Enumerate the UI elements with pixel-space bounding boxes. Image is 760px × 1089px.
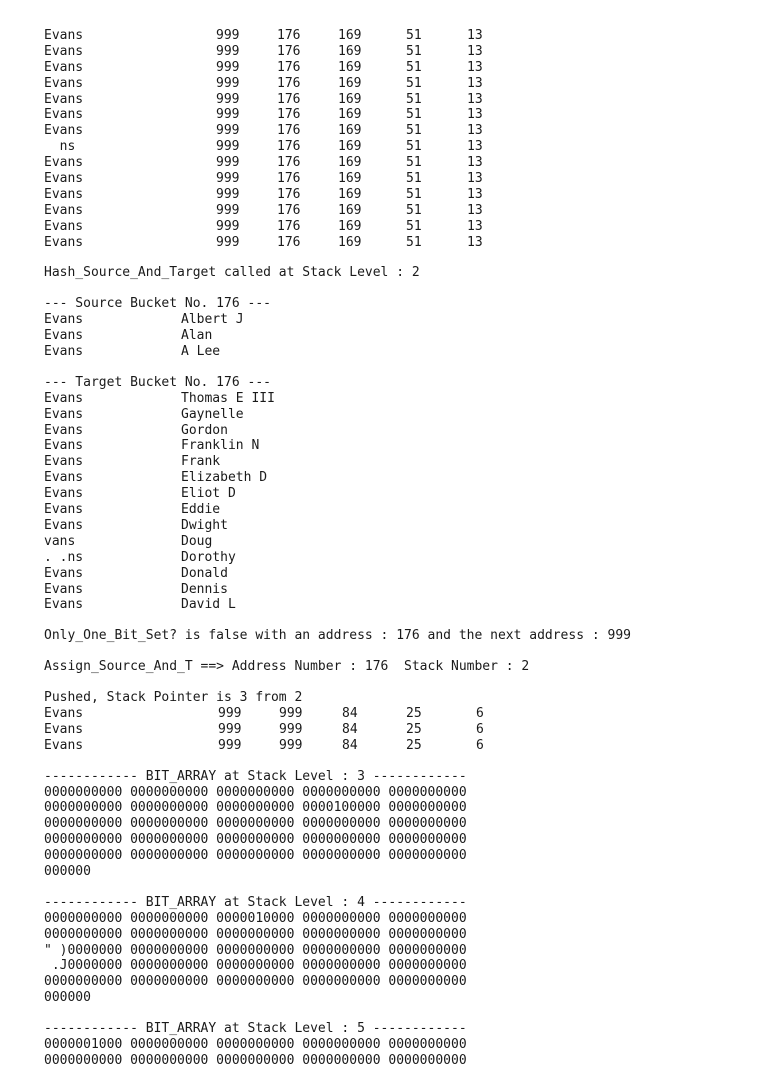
first-name: Eliot D bbox=[181, 486, 236, 502]
list-item bbox=[0, 518, 760, 534]
last-name: Evans bbox=[44, 438, 84, 454]
row-col-3: 169 bbox=[338, 234, 362, 250]
row-col-4: 51 bbox=[406, 43, 422, 59]
list-item bbox=[0, 391, 760, 407]
bit-array-bits: 000000 bbox=[44, 990, 91, 1006]
row-col-4: 25 bbox=[406, 721, 422, 737]
row-col-2: 176 bbox=[277, 59, 301, 75]
row-col-5: 13 bbox=[467, 91, 483, 107]
only-one-bit-text: Only_One_Bit_Set? is false with an address : 176 and the next address : 999 bbox=[44, 628, 631, 644]
pushed-line bbox=[0, 690, 760, 706]
hash-call-line bbox=[0, 265, 760, 281]
row-col-5: 13 bbox=[467, 59, 483, 75]
assign-text: Assign_Source_And_T ==> Address Number : 176 Stack Number : 2 bbox=[44, 659, 530, 675]
row-col-1: 999 bbox=[216, 91, 240, 107]
row-col-5: 6 bbox=[476, 705, 484, 721]
row-name: Evans bbox=[44, 171, 84, 187]
row-col-2: 176 bbox=[277, 43, 301, 59]
bit-array-row bbox=[0, 1053, 760, 1069]
row-col-2: 176 bbox=[277, 75, 301, 91]
table-row bbox=[0, 60, 760, 76]
row-name: Evans bbox=[44, 234, 84, 250]
row-col-5: 13 bbox=[467, 43, 483, 59]
top-table bbox=[0, 28, 760, 250]
row-col-3: 169 bbox=[338, 202, 362, 218]
row-col-4: 25 bbox=[406, 705, 422, 721]
table-row bbox=[0, 738, 760, 754]
row-col-5: 13 bbox=[467, 155, 483, 171]
table-row bbox=[0, 722, 760, 738]
bit-array-bits: 0000001000 0000000000 0000000000 0000000000 0000000000 bbox=[44, 1036, 467, 1052]
target-bucket-header bbox=[0, 375, 760, 391]
table-row bbox=[0, 28, 760, 44]
list-item bbox=[0, 566, 760, 582]
printout-page bbox=[0, 28, 760, 1089]
section-gap bbox=[0, 1006, 760, 1021]
row-col-1: 999 bbox=[216, 59, 240, 75]
row-col-1: 999 bbox=[216, 107, 240, 123]
bit-array-bits: 0000000000 0000000000 0000000000 0000100000 0000000000 bbox=[44, 800, 467, 816]
list-item bbox=[0, 312, 760, 328]
list-item bbox=[0, 534, 760, 550]
row-col-5: 6 bbox=[476, 737, 484, 753]
row-col-1: 999 bbox=[216, 171, 240, 187]
table-row bbox=[0, 155, 760, 171]
row-col-3: 169 bbox=[338, 186, 362, 202]
bit-array-row bbox=[0, 943, 760, 959]
row-col-3: 169 bbox=[338, 91, 362, 107]
source-bucket-header-text: --- Source Bucket No. 176 --- bbox=[44, 296, 271, 312]
last-name: Evans bbox=[44, 486, 84, 502]
last-name: vans bbox=[44, 533, 76, 549]
section-gap bbox=[0, 880, 760, 895]
first-name: Frank bbox=[181, 454, 221, 470]
last-name: Evans bbox=[44, 344, 84, 360]
row-col-1: 999 bbox=[216, 218, 240, 234]
row-col-2: 176 bbox=[277, 155, 301, 171]
row-col-2: 176 bbox=[277, 171, 301, 187]
list-item bbox=[0, 423, 760, 439]
table-row bbox=[0, 235, 760, 251]
bit-array-header bbox=[0, 1021, 760, 1037]
row-col-4: 51 bbox=[406, 186, 422, 202]
bit-array-row bbox=[0, 958, 760, 974]
row-name: ns bbox=[44, 139, 76, 155]
only-one-bit-line bbox=[0, 628, 760, 644]
bit-array-row bbox=[0, 927, 760, 943]
first-name: David L bbox=[181, 597, 236, 613]
row-col-1: 999 bbox=[216, 43, 240, 59]
row-col-5: 13 bbox=[467, 186, 483, 202]
pushed-text: Pushed, Stack Pointer is 3 from 2 bbox=[44, 690, 303, 706]
list-item bbox=[0, 407, 760, 423]
last-name: Evans bbox=[44, 312, 84, 328]
first-name: Elizabeth D bbox=[181, 470, 268, 486]
row-col-5: 6 bbox=[476, 721, 484, 737]
row-col-5: 13 bbox=[467, 139, 483, 155]
table-row bbox=[0, 123, 760, 139]
row-col-1: 999 bbox=[216, 186, 240, 202]
bit-array-header-text: ------------ BIT_ARRAY at Stack Level : 4 ------------ bbox=[44, 894, 467, 910]
row-col-2: 176 bbox=[277, 186, 301, 202]
row-name: Evans bbox=[44, 705, 84, 721]
row-col-4: 51 bbox=[406, 218, 422, 234]
first-name: Franklin N bbox=[181, 438, 260, 454]
row-name: Evans bbox=[44, 721, 84, 737]
row-name: Evans bbox=[44, 186, 84, 202]
row-name: Evans bbox=[44, 737, 84, 753]
first-name: Albert J bbox=[181, 312, 244, 328]
last-name: Evans bbox=[44, 406, 84, 422]
last-name: Evans bbox=[44, 390, 84, 406]
table-row bbox=[0, 139, 760, 155]
table-row bbox=[0, 187, 760, 203]
list-item bbox=[0, 438, 760, 454]
row-name: Evans bbox=[44, 75, 84, 91]
row-col-2: 176 bbox=[277, 28, 301, 43]
row-col-3: 169 bbox=[338, 107, 362, 123]
row-name: Evans bbox=[44, 123, 84, 139]
last-name: Evans bbox=[44, 517, 84, 533]
list-item bbox=[0, 502, 760, 518]
first-name: Donald bbox=[181, 565, 228, 581]
first-name: Dwight bbox=[181, 517, 228, 533]
row-col-2: 176 bbox=[277, 107, 301, 123]
row-col-2: 999 bbox=[279, 705, 303, 721]
row-col-4: 51 bbox=[406, 171, 422, 187]
row-col-5: 13 bbox=[467, 107, 483, 123]
row-col-4: 25 bbox=[406, 737, 422, 753]
row-col-3: 169 bbox=[338, 155, 362, 171]
row-col-1: 999 bbox=[216, 234, 240, 250]
row-name: Evans bbox=[44, 202, 84, 218]
bit-array-bits: 0000000000 0000000000 0000000000 0000000000 0000000000 bbox=[44, 832, 467, 848]
first-name: Gordon bbox=[181, 422, 228, 438]
table-row bbox=[0, 706, 760, 722]
first-name: Doug bbox=[181, 533, 213, 549]
table-row bbox=[0, 107, 760, 123]
bit-array-row bbox=[0, 832, 760, 848]
table-row bbox=[0, 76, 760, 92]
bit-array-bits: 0000000000 0000000000 0000000000 0000000000 0000000000 bbox=[44, 848, 467, 864]
row-name: Evans bbox=[44, 155, 84, 171]
row-col-1: 999 bbox=[216, 155, 240, 171]
row-col-2: 176 bbox=[277, 218, 301, 234]
bit-array-row bbox=[0, 990, 760, 1006]
row-col-3: 84 bbox=[342, 737, 358, 753]
first-name: Thomas E III bbox=[181, 390, 275, 406]
row-name: Evans bbox=[44, 218, 84, 234]
row-col-4: 51 bbox=[406, 59, 422, 75]
row-col-4: 51 bbox=[406, 234, 422, 250]
row-col-3: 169 bbox=[338, 43, 362, 59]
bit-array-bits: " )0000000 0000000000 0000000000 0000000000 0000000000 bbox=[44, 942, 467, 958]
row-col-1: 999 bbox=[218, 721, 242, 737]
row-col-3: 169 bbox=[338, 123, 362, 139]
last-name: Evans bbox=[44, 328, 84, 344]
row-name: Evans bbox=[44, 28, 84, 43]
row-col-1: 999 bbox=[216, 123, 240, 139]
bit-arrays bbox=[0, 754, 760, 1069]
row-col-3: 84 bbox=[342, 705, 358, 721]
bit-array-header-text: ------------ BIT_ARRAY at Stack Level : 3 ------------ bbox=[44, 768, 467, 784]
row-col-5: 13 bbox=[467, 202, 483, 218]
row-name: Evans bbox=[44, 107, 84, 123]
row-col-1: 999 bbox=[218, 705, 242, 721]
list-item bbox=[0, 597, 760, 613]
row-name: Evans bbox=[44, 91, 84, 107]
bit-array-bits: 0000000000 0000000000 0000000000 0000000000 0000000000 bbox=[44, 1052, 467, 1068]
bit-array-row bbox=[0, 974, 760, 990]
row-col-3: 169 bbox=[338, 28, 362, 43]
bit-array-bits: 0000000000 0000000000 0000000000 0000000000 0000000000 bbox=[44, 974, 467, 990]
row-col-3: 169 bbox=[338, 59, 362, 75]
list-item bbox=[0, 550, 760, 566]
row-col-4: 51 bbox=[406, 202, 422, 218]
list-item bbox=[0, 470, 760, 486]
row-col-3: 169 bbox=[338, 171, 362, 187]
row-col-2: 176 bbox=[277, 91, 301, 107]
row-col-5: 13 bbox=[467, 218, 483, 234]
bit-array-header-text: ------------ BIT_ARRAY at Stack Level : 5 ------------ bbox=[44, 1021, 467, 1037]
row-col-3: 169 bbox=[338, 218, 362, 234]
row-col-1: 999 bbox=[216, 75, 240, 91]
row-col-4: 51 bbox=[406, 139, 422, 155]
row-col-5: 13 bbox=[467, 28, 483, 43]
list-item bbox=[0, 486, 760, 502]
first-name: A Lee bbox=[181, 344, 221, 360]
bit-array-row bbox=[0, 1037, 760, 1053]
bit-array-row bbox=[0, 911, 760, 927]
row-col-4: 51 bbox=[406, 107, 422, 123]
row-col-3: 169 bbox=[338, 139, 362, 155]
list-item bbox=[0, 328, 760, 344]
first-name: Dorothy bbox=[181, 549, 236, 565]
section-gap bbox=[0, 754, 760, 769]
first-name: Gaynelle bbox=[181, 406, 244, 422]
bit-array-bits: 0000000000 0000000000 0000000000 0000000000 0000000000 bbox=[44, 816, 467, 832]
row-col-5: 13 bbox=[467, 75, 483, 91]
row-col-2: 176 bbox=[277, 139, 301, 155]
bit-array-bits: .J0000000 0000000000 0000000000 0000000000 0000000000 bbox=[44, 958, 467, 974]
table-row bbox=[0, 171, 760, 187]
bit-array-header bbox=[0, 895, 760, 911]
target-bucket-list bbox=[0, 391, 760, 613]
row-col-4: 51 bbox=[406, 123, 422, 139]
row-col-4: 51 bbox=[406, 91, 422, 107]
last-name: Evans bbox=[44, 597, 84, 613]
list-item bbox=[0, 454, 760, 470]
row-col-3: 169 bbox=[338, 75, 362, 91]
row-col-1: 999 bbox=[216, 202, 240, 218]
bit-array-row bbox=[0, 785, 760, 801]
bit-array-row bbox=[0, 816, 760, 832]
last-name: . .ns bbox=[44, 549, 84, 565]
table-row bbox=[0, 203, 760, 219]
row-col-3: 84 bbox=[342, 721, 358, 737]
bit-array-row bbox=[0, 800, 760, 816]
row-col-5: 13 bbox=[467, 234, 483, 250]
bit-array-header bbox=[0, 769, 760, 785]
first-name: Eddie bbox=[181, 502, 221, 518]
row-name: Evans bbox=[44, 43, 84, 59]
last-name: Evans bbox=[44, 565, 84, 581]
table-row bbox=[0, 44, 760, 60]
last-name: Evans bbox=[44, 470, 84, 486]
bit-array-bits: 0000000000 0000000000 0000010000 0000000000 0000000000 bbox=[44, 910, 467, 926]
row-col-1: 999 bbox=[216, 28, 240, 43]
row-col-5: 13 bbox=[467, 123, 483, 139]
row-col-4: 51 bbox=[406, 75, 422, 91]
assign-line bbox=[0, 659, 760, 675]
list-item bbox=[0, 344, 760, 360]
last-name: Evans bbox=[44, 581, 84, 597]
row-col-2: 176 bbox=[277, 234, 301, 250]
bit-array-bits: 000000 bbox=[44, 863, 91, 879]
bit-array-bits: 0000000000 0000000000 0000000000 0000000000 0000000000 bbox=[44, 784, 467, 800]
row-col-2: 999 bbox=[279, 737, 303, 753]
row-col-4: 51 bbox=[406, 155, 422, 171]
last-name: Evans bbox=[44, 454, 84, 470]
first-name: Alan bbox=[181, 328, 213, 344]
row-col-2: 176 bbox=[277, 202, 301, 218]
table-row bbox=[0, 219, 760, 235]
target-bucket-header-text: --- Target Bucket No. 176 --- bbox=[44, 374, 271, 390]
last-name: Evans bbox=[44, 422, 84, 438]
source-bucket-list bbox=[0, 312, 760, 360]
pushed-table bbox=[0, 706, 760, 754]
row-col-2: 176 bbox=[277, 123, 301, 139]
row-name: Evans bbox=[44, 59, 84, 75]
bit-array-row bbox=[0, 864, 760, 880]
row-col-1: 999 bbox=[218, 737, 242, 753]
bit-array-bits: 0000000000 0000000000 0000000000 0000000000 0000000000 bbox=[44, 926, 467, 942]
bit-array-row bbox=[0, 848, 760, 864]
table-row bbox=[0, 92, 760, 108]
row-col-4: 51 bbox=[406, 28, 422, 43]
last-name: Evans bbox=[44, 502, 84, 518]
hash-call-text: Hash_Source_And_Target called at Stack Level : 2 bbox=[44, 265, 420, 281]
list-item bbox=[0, 582, 760, 598]
row-col-1: 999 bbox=[216, 139, 240, 155]
row-col-2: 999 bbox=[279, 721, 303, 737]
first-name: Dennis bbox=[181, 581, 228, 597]
source-bucket-header bbox=[0, 296, 760, 312]
row-col-5: 13 bbox=[467, 171, 483, 187]
